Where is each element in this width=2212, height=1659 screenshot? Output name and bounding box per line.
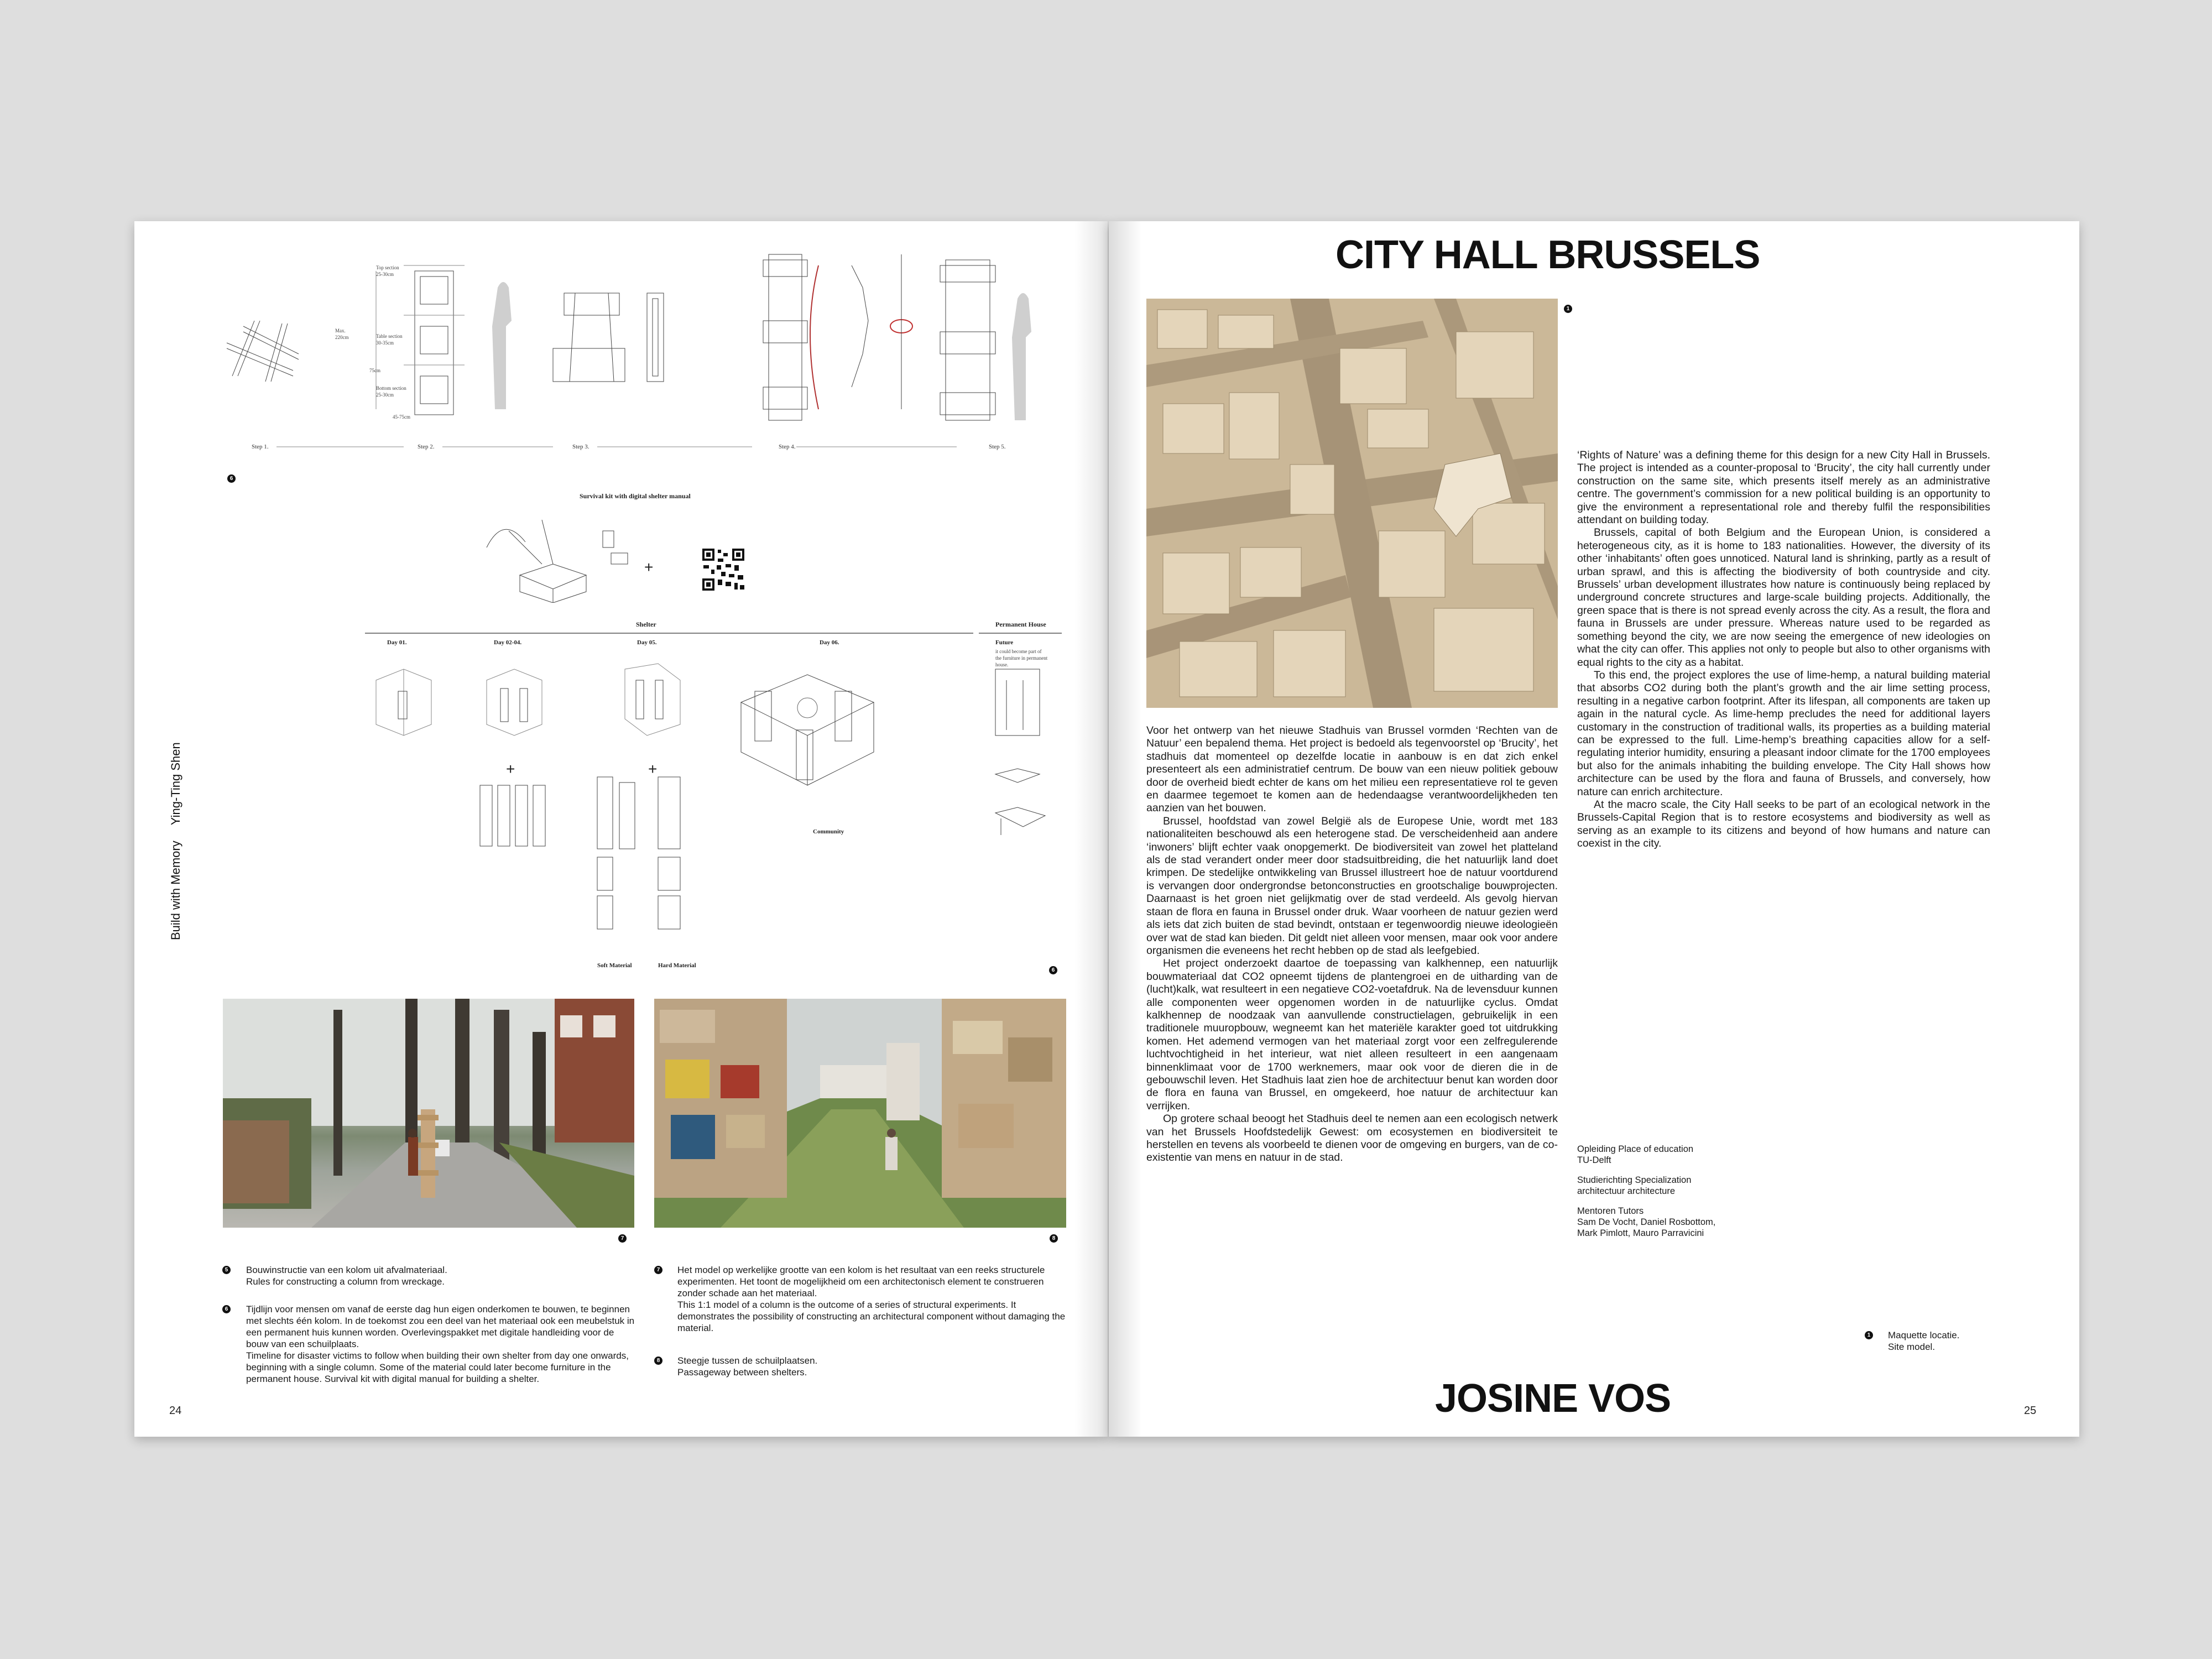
caption-7-en: This 1:1 model of a column is the outcome of a series of structural experiments. It demonstrates the possibility of constructing an architectural component without damaging the material. [677, 1300, 1066, 1333]
education-value: TU-Delft [1577, 1155, 1611, 1165]
caption-6-en: Timeline for disaster victims to follow when building their own shelter from day one onwards, beginning with a single column. Some of the material could later become furniture in the permanent house. Survival kit with digital manual for building a shelter. [246, 1350, 629, 1384]
svg-text:+: + [648, 760, 658, 778]
specialization-value: architectuur architecture [1577, 1186, 1675, 1196]
caption-5-nl: Bouwinstructie van een kolom uit afvalmateriaal. [246, 1265, 447, 1275]
gutter-shadow [1074, 221, 1108, 1437]
step1-frame-drawing [227, 321, 299, 382]
construction-steps-drawing [210, 243, 1051, 453]
dim-max-height: Max. 220cm [335, 328, 349, 340]
step4-column-drawing [763, 254, 912, 420]
dutch-paragraph-3: Het project onderzoekt daartoe de toepassing van kalkhennep, een natuurlijk bouwmateriaal dat CO2 opneemt tijdens de plantengroei en de uitharding van de (lucht)kalk, wat resulteert in een negatieve CO2-voetafdruk. Na de levensduur kunnen alle componenten weer opgenomen worden in de natuurlijke cyclus. Omdat kalkhennep de noodzaak van aanvullende constructielagen, gebruikelijk in een traditionele muuropbouw, wegneemt kan het materiële karakter goed tot uitdrukking komen. Het ademend vermogen van het materiaal zorgt voor een zelfregulerende luchtvochtigheid in het interieur, wat niet alleen resulteert in een aangenaam binnenklimaat voor de 1700 werknemers, maar ook voor de dieren die in de gebouwschil leven. Het Stadhuis laat zien hoe de architectuur benut kan worden door de flora en fauna van Brussel, en omgekeerd, hoe natuur de architectuur kan verrijken. [1146, 957, 1558, 1112]
english-paragraph-3: To this end, the project explores the use of lime-hemp, a natural building material that absorbs CO2 during both the plant’s growth and the air lime setting process, resulting in a negative carbon footprint. After its lifespan, all components are taken up again in the natural cycle. As lime-hemp precludes the need for additional layers customary in the construction of traditional walls, its properties as a building material can be expressed to the full. Lime-hemp’s breathing capacities allow for a self-regulating interior humidity, ensuring a pleasant indoor climate for the 1700 employees but also for the animals inhabiting the building envelope. The City Hall shows how architecture can be used by the flora and fauna of Brussels, and conversely, how nature can enrich architecture. [1577, 669, 1990, 798]
caption-5-en: Rules for constructing a column from wreckage. [246, 1276, 445, 1287]
page-number-left: 24 [169, 1405, 182, 1417]
site-caption-marker: 1 [1865, 1331, 1873, 1339]
site-model-photo [1146, 299, 1558, 708]
project-info-block [1577, 1144, 1809, 1248]
permanent-house-label: Permanent House [995, 620, 1046, 628]
site-caption-en: Site model. [1888, 1342, 1936, 1352]
dim-bottom-section: Bottom section 25-30cm [376, 385, 406, 398]
english-paragraph-1: ‘Rights of Nature’ was a defining theme for this design for a new City Hall in Brussels. The project is intended as a counter-proposal to ‘Brucity’, the city hall currently under construction on the same site, which presents itself merely as an administrative centre. The government’s commission for a new political building is an opportunity to give the environment a representational role and thereby fulfil the responsibilities attendant on building today. [1577, 449, 1990, 526]
article-title: CITY HALL BRUSSELS [1335, 233, 1760, 277]
svg-text:+: + [644, 559, 654, 576]
svg-text:+: + [506, 760, 515, 778]
day-01-label: Day 01. [387, 639, 407, 646]
qr-code-icon [701, 547, 745, 592]
tutors-value-1: Sam De Vocht, Daniel Rosbottom, [1577, 1217, 1716, 1227]
caption-8-marker: 8 [654, 1357, 662, 1365]
timeline-header-rules [365, 630, 1062, 641]
dim-table-section: Table section 30-35cm [376, 333, 403, 346]
dim-width: 45-75cm [393, 414, 410, 420]
step3-assembly-drawing [553, 293, 664, 382]
dutch-paragraph-2: Brussel, hoofdstad van zowel België als de Europese Unie, wordt met 183 nationaliteiten beschouwd als een heterogene stad. De verscheidenheid aan andere ‘inwoners’ blijft echter vaak onopgemerkt. De biodiversiteit van zowel het platteland als de stad verandert onder meer door stadsuitbreiding, die het natuurlijk land doet krimpen. De stedelijke ontwikkeling van Brussel illustreert hoe de natuur voortdurend is vervangen door ondergrondse betonconstructies en grootschalige bouwprojecten. Daarnaast is het groen niet gelijkmatig over de stad verdeeld. Als gevolg hiervan staan de flora en fauna in Brussel onder druk. Waar voorheen de natuur gezien werd als iets dat zich buiten de stad bevindt, ontstaan er tegenwoordig nieuwe ideologieën over wat de stad kan bieden. Dit geldt niet alleen voor mensen, maar ook voor andere organismen die eveneens het recht hebben op de stad als leefgebied. [1146, 815, 1558, 957]
dim-top-section: Top section 25-30cm [376, 265, 399, 277]
day-06-label: Day 06. [820, 639, 839, 646]
day-05-label: Day 05. [637, 639, 657, 646]
english-body-text [1577, 449, 1990, 851]
project-name: Build with Memory [169, 841, 182, 940]
figure-marker-8: 8 [1050, 1234, 1058, 1243]
dim-75cm: 75cm [369, 368, 380, 373]
future-note: it could become part of the furniture in permanent house. [995, 649, 1048, 667]
figure-marker-6: 6 [227, 474, 236, 483]
figure-marker-7: 7 [618, 1234, 627, 1243]
day-02-04-label: Day 02-04. [494, 639, 522, 646]
survival-kit-title: Survival kit with digital shelter manual [580, 492, 691, 500]
caption-7 [677, 1264, 1067, 1334]
step-3-label: Step 3. [572, 444, 589, 450]
caption-5 [246, 1264, 633, 1287]
photo-column-in-park [223, 999, 634, 1228]
specialization-group [1577, 1175, 1809, 1197]
gutter-shadow [1109, 221, 1142, 1437]
education-label: Opleiding Place of education [1577, 1144, 1694, 1154]
specialization-label: Studierichting Specialization [1577, 1175, 1692, 1185]
author-name: Ying-Ting Shen [169, 742, 182, 826]
community-label: Community [813, 828, 844, 835]
tutors-group [1577, 1206, 1809, 1239]
caption-8 [677, 1355, 1067, 1378]
tutors-value-2: Mark Pimlott, Mauro Parravicini [1577, 1228, 1704, 1238]
english-paragraph-2: Brussels, capital of both Belgium and the European Union, is considered a heterogeneous city, as it is home to 183 nationalities. However, the diversity of its other ‘inhabitants’ often goes unnoticed. Natural land is shrinking, partly as a result of urban sprawl, and this is affecting the biodiversity of both countryside and city. Brussels’ urban development illustrates how nature is continuously being replaced by underground concrete structures and large-scale building projects. Additionally, the green space that is there is not spread evenly across the city. As a result, the flora and fauna in Brussels are under pressure. Whereas nature used to be regarded as something beyond the city, we are now seeing the emergence of new ideologies on what the city can offer. This applies not only to people but also to other organisms with equal rights to the city as a habitat. [1577, 526, 1990, 669]
caption-8-en: Passageway between shelters. [677, 1367, 807, 1378]
english-paragraph-4: At the macro scale, the City Hall seeks to be part of an ecological network in the Brussels-Capital Region that is to restore ecosystems and biodiversity as well as serving as an example to its citizens and beyond of how humans and nature can coexist in the city. [1577, 798, 1990, 850]
shelter-timeline-drawing [359, 658, 1073, 968]
dutch-paragraph-1: Voor het ontwerp van het nieuwe Stadhuis van Brussel vormden ‘Rechten van de Natuur’ een bepalend thema. Het project is bedoeld als tegenvoorstel op ‘Brucity’, het stadhuis dat momenteel op dezelfde locatie in aanbouw is en dat zich enkel presenteert als een administratief centrum. De bouw van een nieuw politiek gebouw door de overheid biedt echter de kans om het milieu een representatieve rol te geven en daarmee tegemoet te komen aan de hedendaagse verantwoordelijkheden ten aanzien van het bouwen. [1146, 724, 1558, 815]
site-caption-nl: Maquette locatie. [1888, 1330, 1960, 1340]
vertical-project-label [169, 727, 183, 940]
step-1-label: Step 1. [252, 444, 269, 450]
page-number-right: 25 [2024, 1405, 2037, 1417]
figure-marker-6b: 6 [1049, 966, 1057, 974]
article-author: JOSINE VOS [1435, 1376, 1671, 1421]
dutch-body-text [1146, 724, 1558, 1165]
step5-column-drawing [940, 260, 1031, 420]
future-label: Future [995, 639, 1014, 646]
site-model-caption [1888, 1329, 2054, 1353]
site-photo-marker: 1 [1564, 305, 1572, 313]
caption-6 [246, 1303, 636, 1385]
step-5-label: Step 5. [989, 444, 1006, 450]
shelter-label: Shelter [636, 620, 656, 628]
step-4-label: Step 4. [779, 444, 796, 450]
dutch-paragraph-4: Op grotere schaal beoogt het Stadhuis deel te nemen aan een ecologisch netwerk van het Brussels Hoofdstedelijk Gewest: om ecosystemen en biodiversiteit te herstellen en tevens als voorbeeld te dienen voor de omgeving en burgers, van de co-existentie van mens en natuur in de stad. [1146, 1113, 1558, 1164]
caption-6-marker: 6 [222, 1305, 231, 1313]
step-2-label: Step 2. [418, 444, 435, 450]
caption-6-nl: Tijdlijn voor mensen om vanaf de eerste dag hun eigen onderkomen te bouwen, te beginnen met slechts één kolom. In de toekomst zou een deel van het materiaal ook een meubelstuk in een permanent huis kunnen worden. Overlevingspakket met digitale handleiding voor de bouw van een schuilplaats. [246, 1304, 635, 1349]
caption-7-nl: Het model op werkelijke grootte van een kolom is het resultaat van een reeks structurele experimenten. Het toont de mogelijkheid om een architectonisch element te construeren zonder schade aan het materiaal. [677, 1265, 1045, 1298]
caption-5-marker: 5 [222, 1266, 231, 1274]
education-group [1577, 1144, 1809, 1166]
caption-7-marker: 7 [654, 1266, 662, 1274]
hard-material-label: Hard Material [658, 962, 696, 969]
caption-8-nl: Steegje tussen de schuilplaatsen. [677, 1355, 818, 1366]
photo-passageway-shelters [654, 999, 1066, 1228]
tutors-label: Mentoren Tutors [1577, 1206, 1644, 1216]
soft-material-label: Soft Material [597, 962, 632, 969]
